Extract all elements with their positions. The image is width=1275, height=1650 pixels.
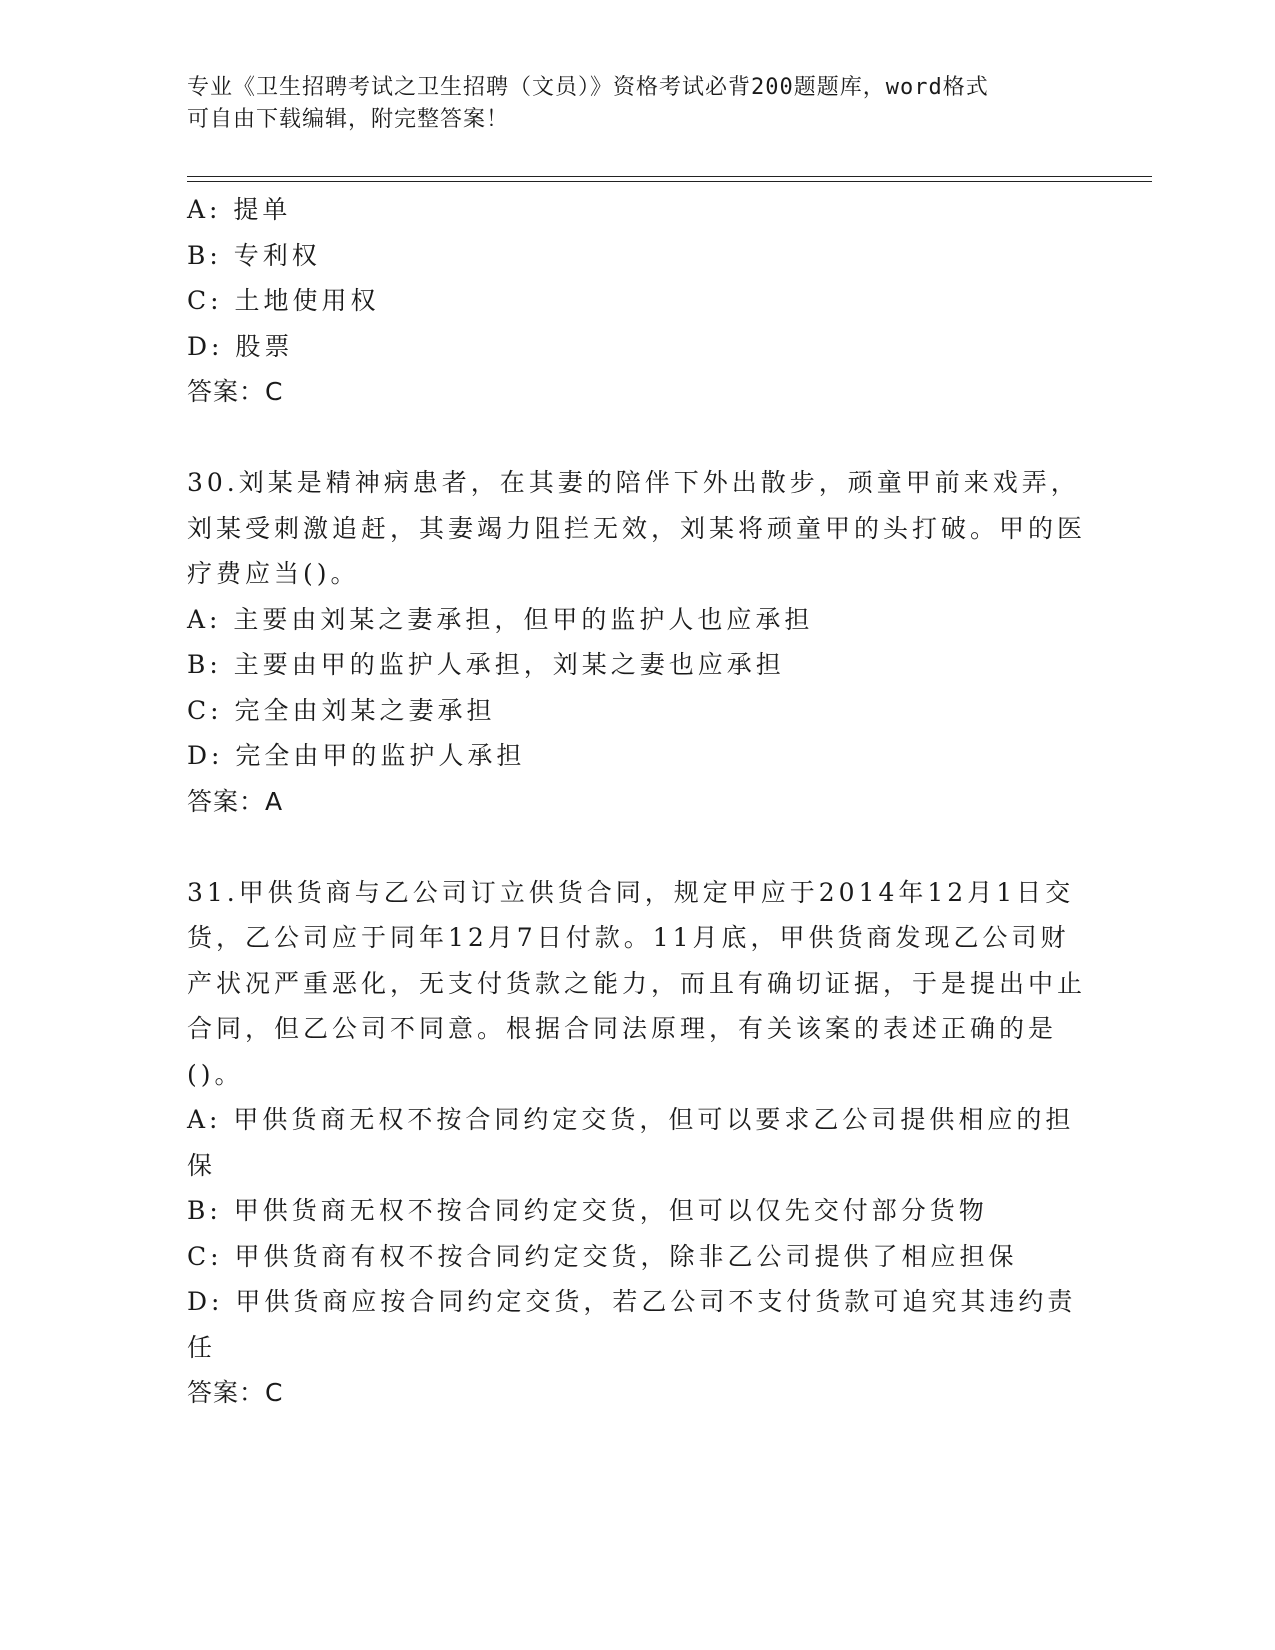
header-rule-bottom xyxy=(187,181,1152,182)
option-b: B: 专利权 xyxy=(187,240,321,270)
option-c: C: 完全由刘某之妻承担 xyxy=(187,695,496,725)
option-b: B: 主要由甲的监护人承担，刘某之妻也应承担 xyxy=(187,650,785,679)
header-rule-top xyxy=(187,176,1152,177)
spacer xyxy=(187,824,1087,870)
answer: 答案：C xyxy=(187,1378,284,1407)
prev-question-block xyxy=(187,187,1087,415)
question-31-block xyxy=(187,870,1087,1416)
answer: 答案：A xyxy=(187,786,284,816)
question-30-block xyxy=(187,460,1087,824)
question-text: 31.甲供货商与乙公司订立供货合同，规定甲应于2014年12月1日交货，乙公司应于同年12月7日付款。11月底，甲供货商发现乙公司财产状况严重恶化，无支付货款之能力，而且有确切证据，于是提出中止合同，但乙公司不同意。根据合同法原理，有关该案的表述正确的是()。 xyxy=(187,877,1087,1089)
option-d: D: 完全由甲的监护人承担 xyxy=(187,741,526,770)
answer: 答案：C xyxy=(187,377,284,406)
option-c: C: 土地使用权 xyxy=(187,286,380,315)
option-a: A: 提单 xyxy=(187,195,292,224)
header-line-2: 可自由下载编辑，附完整答案！ xyxy=(187,107,510,132)
question-content xyxy=(187,187,1087,1416)
option-d: D: 股票 xyxy=(187,331,294,361)
option-c: C: 甲供货商有权不按合同约定交货，除非乙公司提供了相应担保 xyxy=(187,1241,1018,1271)
option-a: A: 甲供货商无权不按合同约定交货，但可以要求乙公司提供相应的担保 xyxy=(187,1105,1075,1180)
spacer xyxy=(187,415,1087,461)
option-d: D: 甲供货商应按合同约定交货，若乙公司不支付货款可追究其违约责任 xyxy=(187,1287,1077,1362)
header-line-1: 专业《卫生招聘考试之卫生招聘（文员）》资格考试必背200题题库，word格式 xyxy=(187,75,989,100)
question-text: 30.刘某是精神病患者，在其妻的陪伴下外出散步，顽童甲前来戏弄，刘某受刺激追赶，其妻竭力阻拦无效，刘某将顽童甲的头打破。甲的医疗费应当()。 xyxy=(187,468,1087,588)
option-a: A: 主要由刘某之妻承担，但甲的监护人也应承担 xyxy=(187,604,814,634)
option-b: B: 甲供货商无权不按合同约定交货，但可以仅先交付部分货物 xyxy=(187,1196,988,1225)
document-header xyxy=(187,72,1087,136)
